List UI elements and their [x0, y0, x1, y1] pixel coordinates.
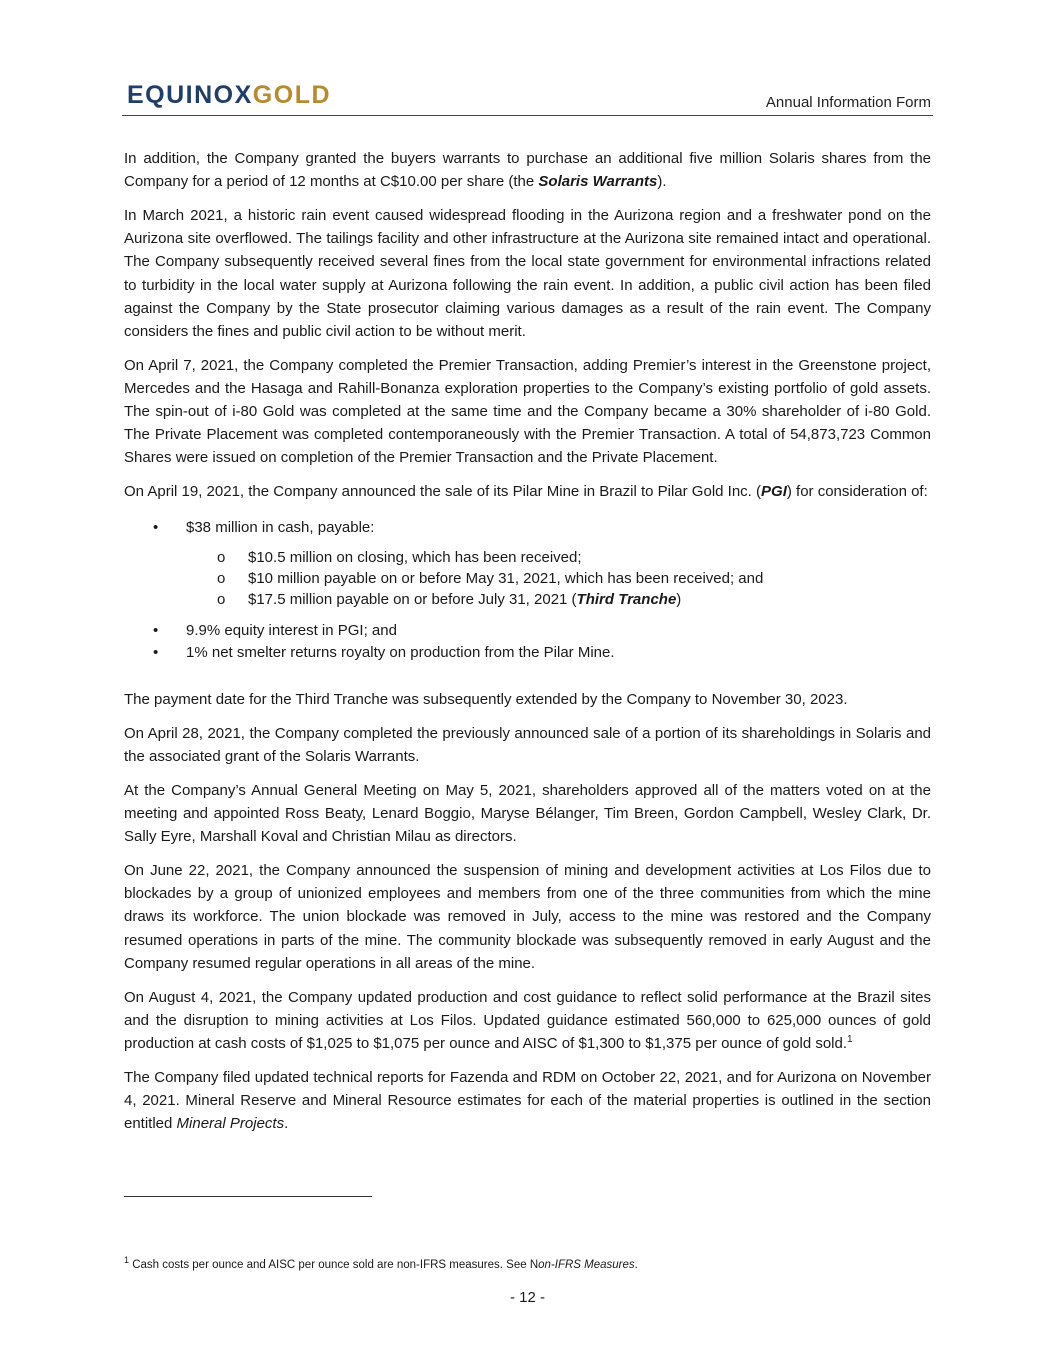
footnote	[124, 1252, 638, 1273]
text: ).	[657, 173, 667, 191]
footnote-reference: 1	[847, 1033, 853, 1045]
bullet-icon: •	[153, 622, 159, 640]
footnote-text: Cash costs per ounce and AISC per ounce sold are non-IFRS measures. See N	[129, 1258, 539, 1271]
text: )	[676, 591, 682, 609]
text: The Company filed updated technical reports for Fazenda and RDM on October 22, 2021, and for Aurizona on November 4, 2021. Mineral Reserve and Mineral Resource estimates for each of the material properties is outlined in the section entitled	[124, 1068, 931, 1133]
paragraph-solaris-warrants	[124, 147, 931, 193]
section-reference-mineral-projects: Mineral Projects	[176, 1115, 285, 1133]
paragraph-solaris-sale: On April 28, 2021, the Company completed the previously announced sale of a portion of its shareholdings in Solaris and the associated grant of the Solaris Warrants.	[124, 725, 931, 766]
circle-bullet-icon: o	[217, 570, 226, 588]
list-item	[124, 517, 931, 610]
list-item-text: 9.9% equity interest in PGI; and	[186, 622, 397, 640]
sub-list-item-text: $10 million payable on or before May 31, 2021, which has been received; and	[248, 570, 764, 588]
logo-equinox-text: EQUINOX	[127, 81, 253, 109]
bullet-icon: •	[153, 519, 159, 537]
list-item-text: 1% net smelter returns royalty on production from the Pilar Mine.	[186, 644, 615, 662]
defined-term-third-tranche: Third Tranche	[576, 591, 677, 609]
paragraph-premier-transaction: On April 7, 2021, the Company completed the Premier Transaction, adding Premier’s interest in the Greenstone project, Mercedes and the Hasaga and Rahill-Bonanza exploration properties to the Company’s existing portfolio of gold assets. The spin-out of i-80 Gold was completed at the same time and the Company became a 30% shareholder of i-80 Gold. The Private Placement was completed contemporaneously with the Premier Transaction. A total of 54,873,723 Common Shares were issued on completion of the Premier Transaction and the Private Placement.	[124, 356, 931, 467]
paragraph-rain-event: In March 2021, a historic rain event caused widespread flooding in the Aurizona region and a freshwater pond on the Aurizona site overflowed. The tailings facility and other infrastructure at the Aurizona site remained intact and operational. The Company subsequently received several fines from the local state government for environmental infractions related to turbidity in the local water supply at Aurizona following the rain event. In addition, a public civil action has been filed against the Company by the State prosecutor claiming various damages as a result of the rain event. The Company considers the fines and public civil action to be without merit.	[124, 206, 931, 340]
circle-bullet-icon: o	[217, 591, 226, 609]
text: On April 19, 2021, the Company announced the sale of its Pilar Mine in Brazil to Pilar Gold Inc. (	[124, 483, 762, 501]
text: On August 4, 2021, the Company updated production and cost guidance to reflect solid performance at the Brazil sites and the disruption to mining activities at Los Filos. Updated guidance estimated 560,000 to 625,000 ounces of gold production at cash costs of $1,025 to $1,075 per ounce and AISC of $1,300 to $1,375 per ounce of gold sold.	[124, 988, 931, 1052]
text: .	[634, 1258, 638, 1271]
sub-list-item-text: $10.5 million on closing, which has been received;	[248, 549, 582, 567]
paragraph-guidance-update	[124, 986, 931, 1056]
page-body	[124, 147, 931, 1146]
paragraph-agm: At the Company’s Annual General Meeting on May 5, 2021, shareholders approved all of the matters voted on at the meeting and appointed Ross Beaty, Lenard Boggio, Maryse Bélanger, Tim Breen, Gordon Campbell, Wesley Clark, Dr. Sally Eyre, Marshall Koval and Christian Milau as directors.	[124, 781, 931, 846]
payment-sublist	[124, 547, 931, 610]
paragraph-los-filos-blockade: On June 22, 2021, the Company announced the suspension of mining and development activities at Los Filos due to blockades by a group of unionized employees and members from one of the three communities from which the mine draws its workforce. The union blockade was removed in July, access to the mine was restored and the Company resumed operations in parts of the mine. The community blockade was subsequently removed in early August and the Company resumed regular operations in all areas of the mine.	[124, 862, 931, 972]
paragraph-third-tranche-extension: The payment date for the Third Tranche was subsequently extended by the Company to November 30, 2023.	[124, 691, 848, 709]
defined-term-pgi: PGI	[761, 483, 787, 501]
document-title: Annual Information Form	[765, 94, 931, 111]
header-divider	[122, 115, 933, 116]
footnote-number: 1	[124, 1255, 130, 1265]
footnote-term: on-IFRS Measures	[538, 1258, 635, 1271]
list-item	[124, 642, 931, 664]
paragraph-pilar-sale	[124, 480, 931, 503]
bullet-icon: •	[153, 644, 159, 662]
list-item	[124, 620, 931, 642]
consideration-list	[124, 517, 931, 664]
text: .	[284, 1115, 289, 1133]
defined-term-solaris-warrants: Solaris Warrants	[538, 173, 658, 191]
page-number: - 12 -	[509, 1289, 545, 1306]
sub-list-item	[186, 547, 931, 568]
list-item-text: $38 million in cash, payable:	[186, 519, 375, 537]
circle-bullet-icon: o	[217, 549, 226, 567]
equinox-gold-logo	[127, 80, 331, 110]
sub-list-item-text: $17.5 million payable on or before July 31, 2021 (	[248, 591, 577, 609]
sub-list-item	[186, 568, 931, 589]
footnote-divider	[124, 1196, 372, 1197]
paragraph-technical-reports	[124, 1066, 931, 1136]
sub-list-item	[186, 589, 931, 610]
text: In addition, the Company granted the buyers warrants to purchase an additional five million Solaris shares from the Company for a period of 12 months at C$10.00 per share (the	[124, 150, 931, 191]
text: ) for consideration of:	[786, 483, 928, 501]
logo-gold-text: GOLD	[252, 81, 332, 109]
